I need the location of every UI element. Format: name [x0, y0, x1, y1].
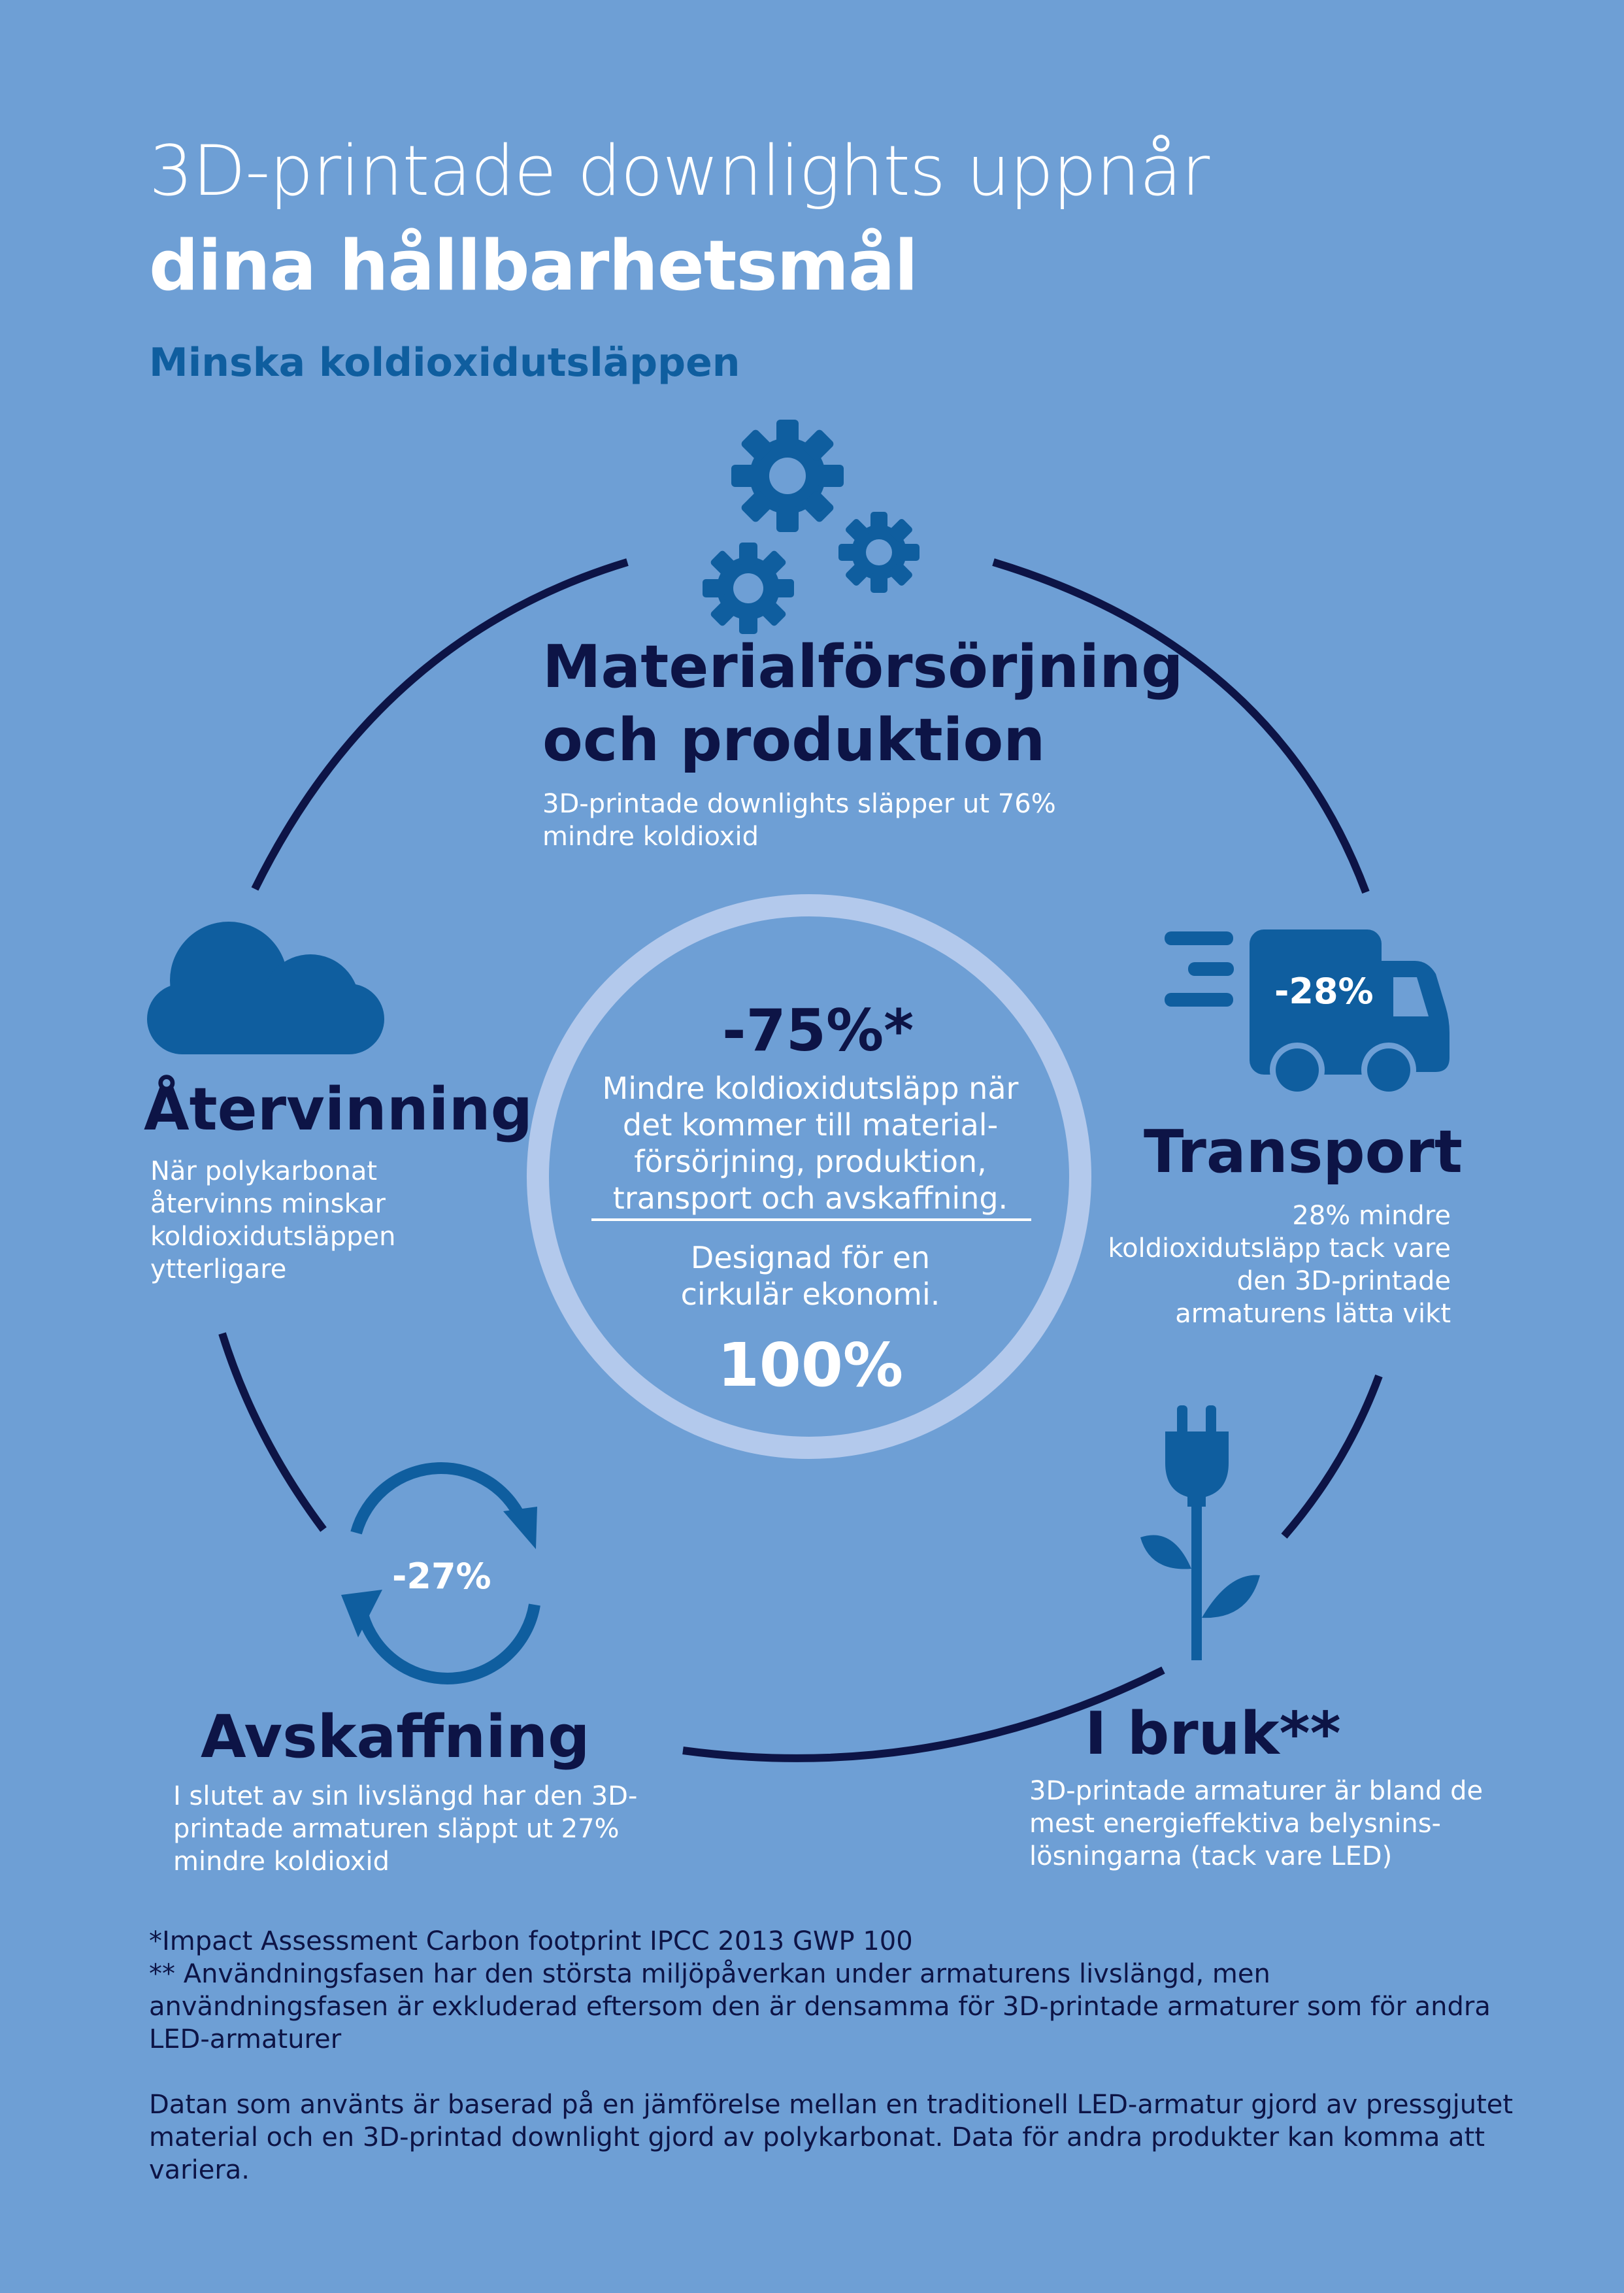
center-circular-value: 100% [717, 1330, 904, 1400]
gears-icon [703, 420, 920, 634]
material-heading: Materialförsörjning och produktion [542, 633, 1184, 775]
footnote-usage-line: ** Användningsfasen har den största miljöpåverkan under armaturens livslängd, men [149, 1959, 1270, 1989]
material-description: 3D-printade downlights släpper ut 76% mindre koldioxid [542, 789, 1056, 852]
cloud-icon [147, 922, 384, 1054]
page-title-line1: 3D-printade downlights uppnår [149, 131, 1210, 211]
footnote-data-line: material och en 3D-printad downlight gjord av polykarbonat. Data för andra produkter kan komma att [149, 2122, 1485, 2152]
footnote-usage-line: LED-armaturer [149, 2024, 342, 2054]
footnote-usage-line: användningsfasen är exkluderad eftersom den är densamma för 3D-printade armaturer som för andra [149, 1992, 1491, 2022]
page-title-line2: dina hållbarhetsmål [149, 226, 918, 306]
use-heading: I bruk** [1085, 1699, 1341, 1768]
transport-badge: -28% [1274, 971, 1374, 1012]
truck-icon [1165, 929, 1450, 1097]
footnote-data [149, 2088, 1513, 2186]
disposal-description: I slutet av sin livslängd har den 3D-printade armaturen släppt ut 27% mindre koldioxid [173, 1781, 638, 1877]
use-description: 3D-printade armaturer är bland de mest energieffektiva belysnins-lösningarna (tack vare LED) [1029, 1776, 1483, 1871]
footnote-data-line: variera. [149, 2155, 250, 2185]
arc-left [222, 1333, 323, 1530]
disposal-heading: Avskaffning [201, 1703, 590, 1771]
footnote-impact: *Impact Assessment Carbon footprint IPCC 2013 GWP 100 [149, 1926, 913, 1956]
plug-plant-icon [1140, 1405, 1260, 1660]
recycling-heading: Återvinning [144, 1075, 533, 1144]
footnote-usage [149, 1958, 1491, 2056]
disposal-badge: -27% [392, 1556, 491, 1597]
center-divider [591, 1218, 1031, 1221]
center-reduction-text: Mindre koldioxidutsläpp när det kommer till material-försörjning, produktion, transport och avskaffning. [602, 1071, 1019, 1216]
transport-heading: Transport [1144, 1118, 1463, 1186]
center-circular-text: Designad för en cirkulär ekonomi. [680, 1240, 940, 1312]
page-subtitle: Minska koldioxidutsläppen [149, 340, 740, 386]
center-reduction-value: -75%* [722, 997, 914, 1064]
footnote-data-line: Datan som använts är baserad på en jämförelse mellan en traditionell LED-armatur gjord av pressgjutet [149, 2090, 1514, 2120]
recycling-description: När polykarbonat återvinns minskar koldioxidutsläppen ytterligare [150, 1156, 396, 1284]
transport-description: 28% mindre koldioxidutsläpp tack vare den 3D-printade armaturens lätta vikt [1108, 1201, 1451, 1329]
arc-right [1284, 1376, 1379, 1536]
